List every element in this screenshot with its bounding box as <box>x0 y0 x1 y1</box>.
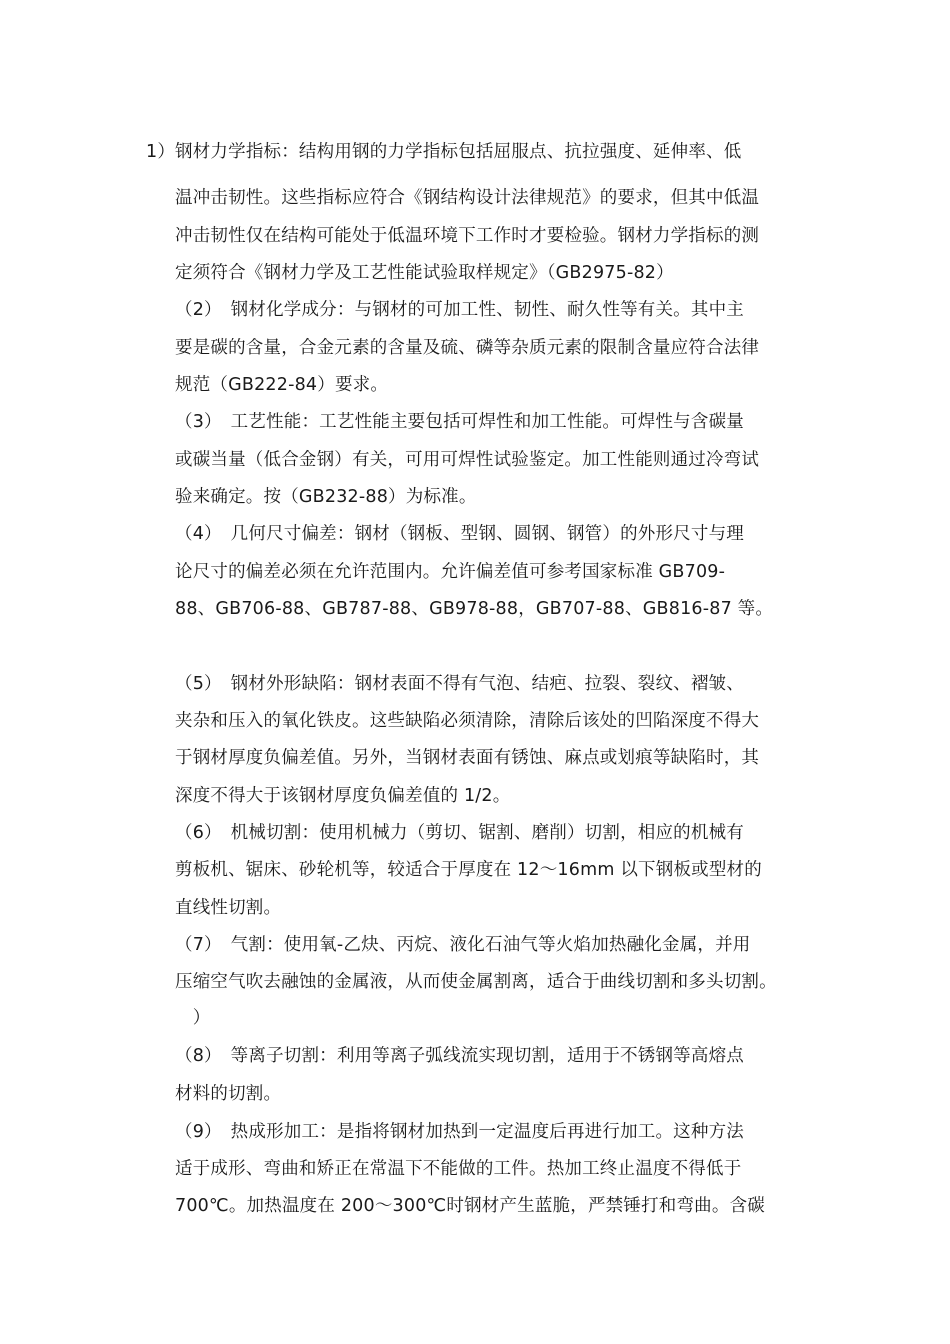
text-line: 88、GB706-88、GB787-88、GB978-88，GB707-88、GB816-87 等。 <box>175 599 774 619</box>
text-line: 于钢材厚度负偏差值。另外，当钢材表面有锈蚀、麻点或划痕等缺陷时，其 <box>175 748 760 768</box>
text-line: （2） 钢材化学成分：与钢材的可加工性、韧性、耐久性等有关。其中主 <box>175 300 744 320</box>
text-line: 压缩空气吹去融蚀的金属液，从而使金属割离，适合于曲线切割和多头切割。 <box>175 972 777 992</box>
text-line: 论尺寸的偏差必须在允许范围内。允许偏差值可参考国家标准 GB709- <box>175 562 726 582</box>
text-line: 材料的切割。 <box>175 1084 282 1104</box>
text-line: 700℃。加热温度在 200～300℃时钢材产生蓝脆，严禁锤打和弯曲。含碳 <box>175 1196 765 1216</box>
text-line: （7） 气割：使用氧-乙炔、丙烷、液化石油气等火焰加热融化金属，并用 <box>175 935 751 955</box>
text-line: 1）钢材力学指标：结构用钢的力学指标包括屈服点、抗拉强度、延伸率、低 <box>146 142 742 162</box>
text-line: ） <box>175 1008 211 1028</box>
text-line: 适于成形、弯曲和矫正在常温下不能做的工件。热加工终止温度不得低于 <box>175 1159 742 1179</box>
text-line: 验来确定。按（GB232-88）为标准。 <box>175 487 477 507</box>
text-line: （6） 机械切割：使用机械力（剪切、锯割、磨削）切割，相应的机械有 <box>175 823 744 843</box>
text-line: （4） 几何尺寸偏差：钢材（钢板、型钢、圆钢、钢管）的外形尺寸与理 <box>175 524 744 544</box>
text-line: （3） 工艺性能：工艺性能主要包括可焊性和加工性能。可焊性与含碳量 <box>175 412 744 432</box>
text-line: （9） 热成形加工：是指将钢材加热到一定温度后再进行加工。这种方法 <box>175 1122 744 1142</box>
text-line: 冲击韧性仅在结构可能处于低温环境下工作时才要检验。钢材力学指标的测 <box>175 226 760 246</box>
text-line: 夹杂和压入的氧化铁皮。这些缺陷必须清除，清除后该处的凹陷深度不得大 <box>175 711 760 731</box>
text-line: 或碳当量（低合金钢）有关，可用可焊性试验鉴定。加工性能则通过冷弯试 <box>175 450 760 470</box>
text-line: 深度不得大于该钢材厚度负偏差值的 1/2。 <box>175 786 511 806</box>
text-line: 要是碳的含量，合金元素的含量及硫、磷等杂质元素的限制含量应符合法律 <box>175 338 760 358</box>
text-line: （5） 钢材外形缺陷：钢材表面不得有气泡、结疤、拉裂、裂纹、褶皱、 <box>175 674 744 694</box>
text-line: 定须符合《钢材力学及工艺性能试验取样规定》（GB2975-82） <box>175 263 674 283</box>
text-line: 温冲击韧性。这些指标应符合《钢结构设计法律规范》的要求，但其中低温 <box>175 188 760 208</box>
text-line: （8） 等离子切割：利用等离子弧线流实现切割，适用于不锈钢等高熔点 <box>175 1046 744 1066</box>
text-line: 剪板机、锯床、砂轮机等，较适合于厚度在 12～16mm 以下钢板或型材的 <box>175 860 762 880</box>
text-line: 直线性切割。 <box>175 898 282 918</box>
text-line: 规范（GB222-84）要求。 <box>175 375 389 395</box>
